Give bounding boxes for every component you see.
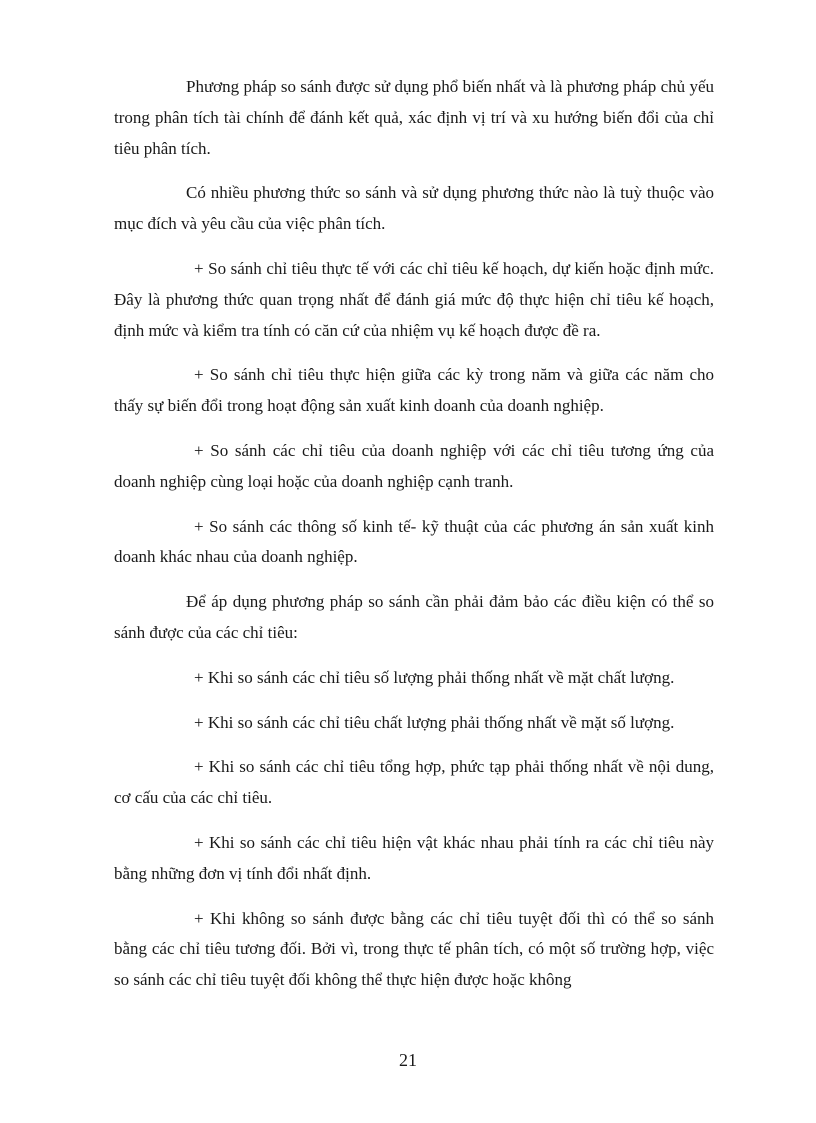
- bullet-quantity-indicators: + Khi so sánh các chỉ tiêu số lượng phải thống nhất về mặt chất lượng.: [194, 667, 675, 687]
- paragraph-comparison-modes: Có nhiều phương thức so sánh và sử dụng phương thức nào là tuỳ thuộc vào mục đích và yêu cầu của việc phân tích.: [114, 183, 714, 234]
- paragraph-comparison-method: Phương pháp so sánh được sử dụng phổ biến nhất và là phương pháp chủ yếu trong phân tích tài chính để đánh kết quả, xác định vị trí và xu hướng biến đổi của chỉ tiêu phân tích.: [114, 77, 714, 158]
- bullet-relative-indicators: + Khi không so sánh được bằng các chỉ tiêu tuyệt đối thì có thể so sánh bằng các chỉ tiêu tương đối. Bởi vì, trong thực tế phân tích, có một số trường hợp, việc so sánh các chỉ tiêu tuyệt đối không thể thực hiện được hoặc không: [114, 908, 714, 990]
- paragraph-comparability-conditions: Để áp dụng phương pháp so sánh cần phải đảm bảo các điều kiện có thể so sánh được của các chỉ tiêu:: [114, 592, 714, 642]
- bullet-quality-indicators: + Khi so sánh các chỉ tiêu chất lượng phải thống nhất về mặt số lượng.: [194, 712, 675, 732]
- bullet-technical-parameters: + So sánh các thông số kinh tế- kỹ thuật của các phương án sản xuất kinh doanh khác nhau của doanh nghiệp.: [114, 516, 714, 567]
- body-text: [114, 72, 714, 1010]
- bullet-physical-indicators: + Khi so sánh các chỉ tiêu hiện vật khác nhau phải tính ra các chỉ tiêu này bằng những đơn vị tính đổi nhất định.: [114, 832, 714, 883]
- bullet-composite-indicators: + Khi so sánh các chỉ tiêu tổng hợp, phức tạp phải thống nhất về nội dung, cơ cấu của các chỉ tiêu.: [114, 757, 714, 808]
- bullet-actual-vs-plan: + So sánh chỉ tiêu thực tế với các chỉ tiêu kế hoạch, dự kiến hoặc định mức. Đây là phương thức quan trọng nhất để đánh giá mức độ thực hiện chỉ tiêu kế hoạch, định mức và kiểm tra tính có căn cứ của nhiệm vụ kế hoạch được đề ra.: [114, 258, 714, 340]
- page-number: 21: [399, 1050, 417, 1070]
- bullet-vs-competitors: + So sánh các chỉ tiêu của doanh nghiệp với các chỉ tiêu tương ứng của doanh nghiệp cùng loại hoặc của doanh nghiệp cạnh tranh.: [114, 440, 714, 491]
- bullet-between-periods: + So sánh chỉ tiêu thực hiện giữa các kỳ trong năm và giữa các năm cho thấy sự biến đổi trong hoạt động sản xuất kinh doanh của doanh nghiệp.: [114, 365, 714, 416]
